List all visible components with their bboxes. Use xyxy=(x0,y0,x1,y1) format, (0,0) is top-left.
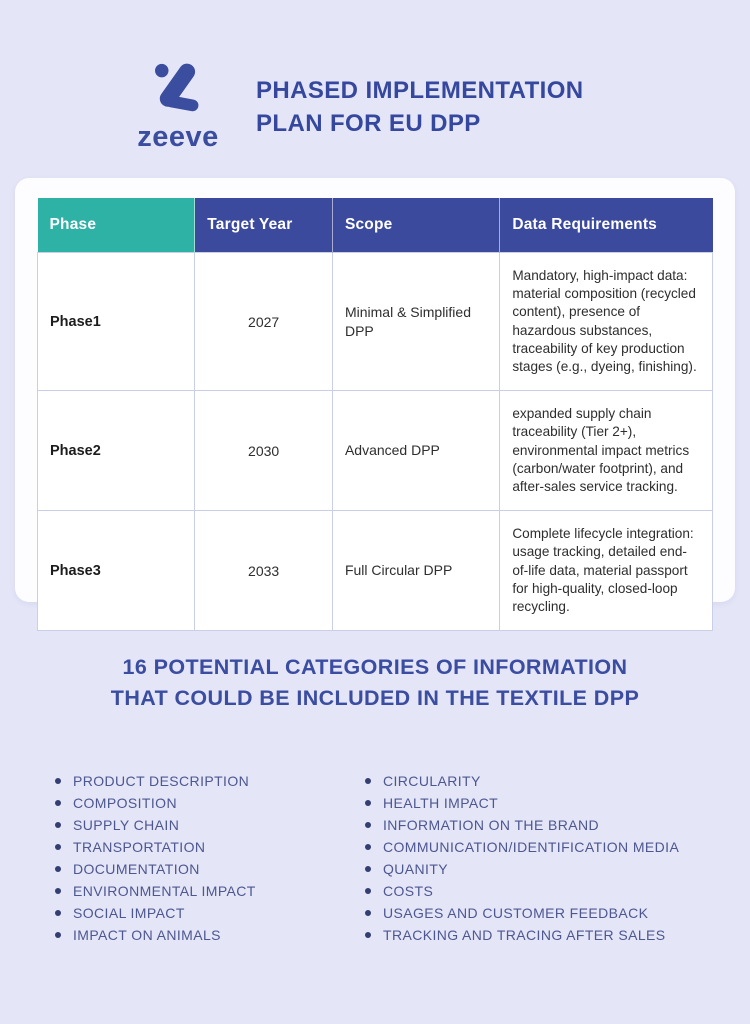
list-item xyxy=(365,814,730,836)
page-title xyxy=(238,60,584,140)
phase-2-scope: Advanced DPP xyxy=(332,391,499,511)
page-title-line-1: PHASED IMPLEMENTATION xyxy=(256,77,584,104)
category-label: HEALTH IMPACT xyxy=(383,795,499,811)
bullet-icon xyxy=(365,932,371,938)
list-item xyxy=(55,924,365,946)
category-label: COMMUNICATION/IDENTIFICATION MEDIA xyxy=(383,839,680,855)
page-title-line-2: PLAN FOR EU DPP xyxy=(256,110,481,137)
plan-table-card xyxy=(15,178,735,615)
bullet-icon xyxy=(365,844,371,850)
implementation-plan-table xyxy=(37,198,713,631)
phase-2-data-requirements: expanded supply chain traceability (Tier 2+), environmental impact metrics (carbon/water footprint), and after-sales service tracking. xyxy=(500,391,713,511)
column-header-data-requirements: Data Requirements xyxy=(500,198,713,253)
list-item xyxy=(55,770,365,792)
list-item xyxy=(365,770,730,792)
category-label: COSTS xyxy=(383,883,434,899)
phase-1-data-requirements: Mandatory, high-impact data: material composition (recycled content), presence of hazardous substances, traceability of key production stages (e.g., dyeing, finishing). xyxy=(500,253,713,391)
phase-1-scope: Minimal & Simplified DPP xyxy=(332,253,499,391)
header xyxy=(0,0,750,152)
table-row xyxy=(38,511,713,631)
categories-heading-line-2: THAT COULD BE INCLUDED IN THE TEXTILE DPP xyxy=(110,686,640,710)
bullet-icon xyxy=(55,888,61,894)
bullet-icon xyxy=(55,822,61,828)
list-item xyxy=(365,880,730,902)
category-label: DOCUMENTATION xyxy=(73,861,200,877)
category-label: COMPOSITION xyxy=(73,795,177,811)
list-item xyxy=(55,836,365,858)
column-header-target-year: Target Year xyxy=(195,198,333,253)
category-label: ENVIRONMENTAL IMPACT xyxy=(73,883,256,899)
bullet-icon xyxy=(365,822,371,828)
category-label: SUPPLY CHAIN xyxy=(73,817,180,833)
phase-3-name: Phase3 xyxy=(38,511,195,631)
list-item xyxy=(365,902,730,924)
category-list-right xyxy=(365,770,730,946)
phase-2-name: Phase2 xyxy=(38,391,195,511)
phase-1-name: Phase1 xyxy=(38,253,195,391)
bullet-icon xyxy=(365,800,371,806)
categories-heading xyxy=(0,652,750,714)
category-label: SOCIAL IMPACT xyxy=(73,905,185,921)
phase-3-data-requirements: Complete lifecycle integration: usage tracking, detailed end-of-life data, material passport for high-quality, closed-loop recycling. xyxy=(500,511,713,631)
bullet-icon xyxy=(365,866,371,872)
bullet-icon xyxy=(55,932,61,938)
category-list-left xyxy=(55,770,365,946)
bullet-icon xyxy=(365,910,371,916)
category-label: QUANITY xyxy=(383,861,449,877)
table-header-row xyxy=(38,198,713,253)
table-row xyxy=(38,391,713,511)
bullet-icon xyxy=(365,778,371,784)
category-label: TRACKING AND TRACING AFTER SALES xyxy=(383,927,666,943)
logo-wordmark: zeeve xyxy=(137,121,219,153)
category-label: IMPACT ON ANIMALS xyxy=(73,927,221,943)
list-item xyxy=(365,924,730,946)
phase-2-target-year: 2030 xyxy=(195,391,333,511)
table-row xyxy=(38,253,713,391)
phase-3-target-year: 2033 xyxy=(195,511,333,631)
category-label: USAGES AND CUSTOMER FEEDBACK xyxy=(383,905,649,921)
bullet-icon xyxy=(55,800,61,806)
logo xyxy=(128,60,228,152)
list-item xyxy=(365,858,730,880)
category-lists xyxy=(55,770,730,946)
bullet-icon xyxy=(365,888,371,894)
bullet-icon xyxy=(55,778,61,784)
bullet-icon xyxy=(55,866,61,872)
bullet-icon xyxy=(55,910,61,916)
bullet-icon xyxy=(55,844,61,850)
category-label: TRANSPORTATION xyxy=(73,839,206,855)
list-item xyxy=(55,902,365,924)
column-header-scope: Scope xyxy=(332,198,499,253)
list-item xyxy=(365,836,730,858)
phase-3-scope: Full Circular DPP xyxy=(332,511,499,631)
category-label: INFORMATION ON THE BRAND xyxy=(383,817,599,833)
zeeve-logo-icon xyxy=(147,60,209,116)
category-label: PRODUCT DESCRIPTION xyxy=(73,773,250,789)
column-header-phase: Phase xyxy=(38,198,195,253)
categories-heading-line-1: 16 POTENTIAL CATEGORIES OF INFORMATION xyxy=(122,655,628,679)
phase-1-target-year: 2027 xyxy=(195,253,333,391)
list-item xyxy=(365,792,730,814)
list-item xyxy=(55,814,365,836)
list-item xyxy=(55,858,365,880)
category-label: CIRCULARITY xyxy=(383,773,481,789)
list-item xyxy=(55,880,365,902)
list-item xyxy=(55,792,365,814)
